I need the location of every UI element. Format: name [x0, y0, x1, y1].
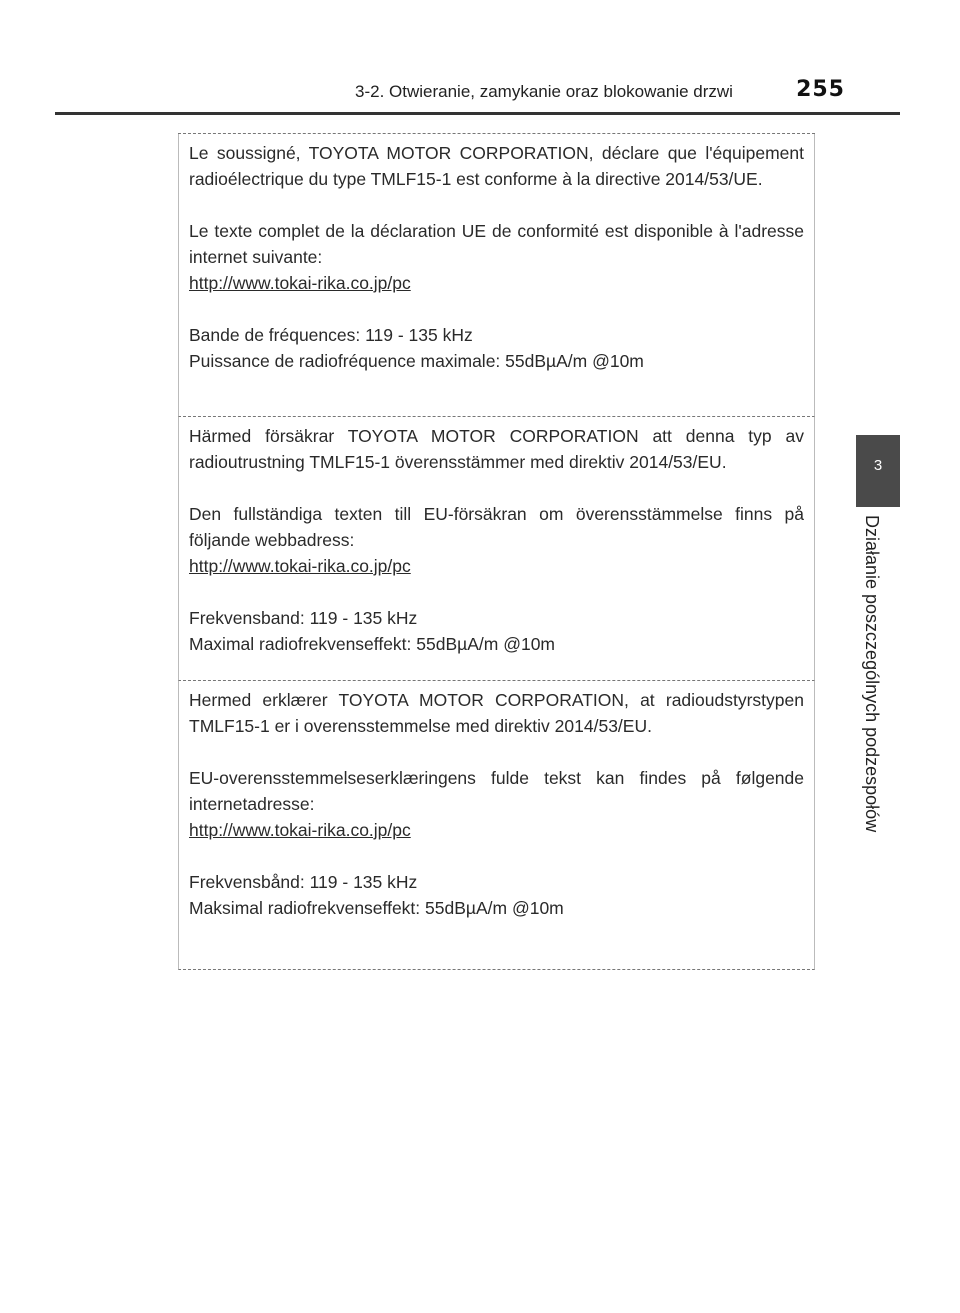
declaration-french [178, 134, 815, 417]
declaration-statement: Härmed försäkrar TOYOTA MOTOR CORPORATION att denna typ av radioutrustning TMLF15-1 överensstämmer med direktiv 2014/53/EU. [189, 426, 804, 472]
max-power: Maximal radiofrekvenseffekt: 55dBµA/m @10m [189, 634, 556, 654]
frequency-band: Frekvensbånd: 119 - 135 kHz [189, 872, 418, 892]
chapter-tab [856, 435, 900, 507]
declaration-statement: Le soussigné, TOYOTA MOTOR CORPORATION, déclare que l'équipement radioélectrique du type TMLF15-1 est conforme à la directive 2014/53/UE. [189, 143, 804, 189]
page-header [355, 77, 845, 110]
frequency-band: Frekvensband: 119 - 135 kHz [189, 608, 418, 628]
chapter-title: Działanie poszczególnych podzespołów [862, 515, 882, 833]
chapter-number: 3 [873, 457, 883, 474]
max-power: Maksimal radiofrekvenseffekt: 55dBµA/m @10m [189, 898, 564, 918]
section-title: 3-2. Otwieranie, zamykanie oraz blokowanie drzwi [355, 82, 733, 101]
declaration-availability: Le texte complet de la déclaration UE de conformité est disponible à l'adresse internet suivante: [189, 221, 804, 267]
declaration-danish [178, 681, 815, 970]
declaration-availability: EU-overensstemmelseserklæringens fulde tekst kan findes på følgende internetadresse: [189, 768, 804, 814]
page-number: 255 [796, 77, 845, 102]
declaration-availability: Den fullständiga texten till EU-försäkran om överensstämmelse finns på följande webbadress: [189, 504, 804, 550]
declaration-swedish [178, 417, 815, 681]
declarations-box [178, 133, 815, 970]
declaration-url-link[interactable]: http://www.tokai-rika.co.jp/pc [189, 273, 411, 293]
declaration-statement: Hermed erklærer TOYOTA MOTOR CORPORATION, at radioudstyrstypen TMLF15-1 er i overensstemmelse med direktiv 2014/53/EU. [189, 690, 804, 736]
frequency-band: Bande de fréquences: 119 - 135 kHz [189, 325, 473, 345]
declaration-url-link[interactable]: http://www.tokai-rika.co.jp/pc [189, 820, 411, 840]
max-power: Puissance de radiofréquence maximale: 55dBµA/m @10m [189, 351, 644, 371]
header-divider [55, 112, 900, 115]
declaration-url-link[interactable]: http://www.tokai-rika.co.jp/pc [189, 556, 411, 576]
